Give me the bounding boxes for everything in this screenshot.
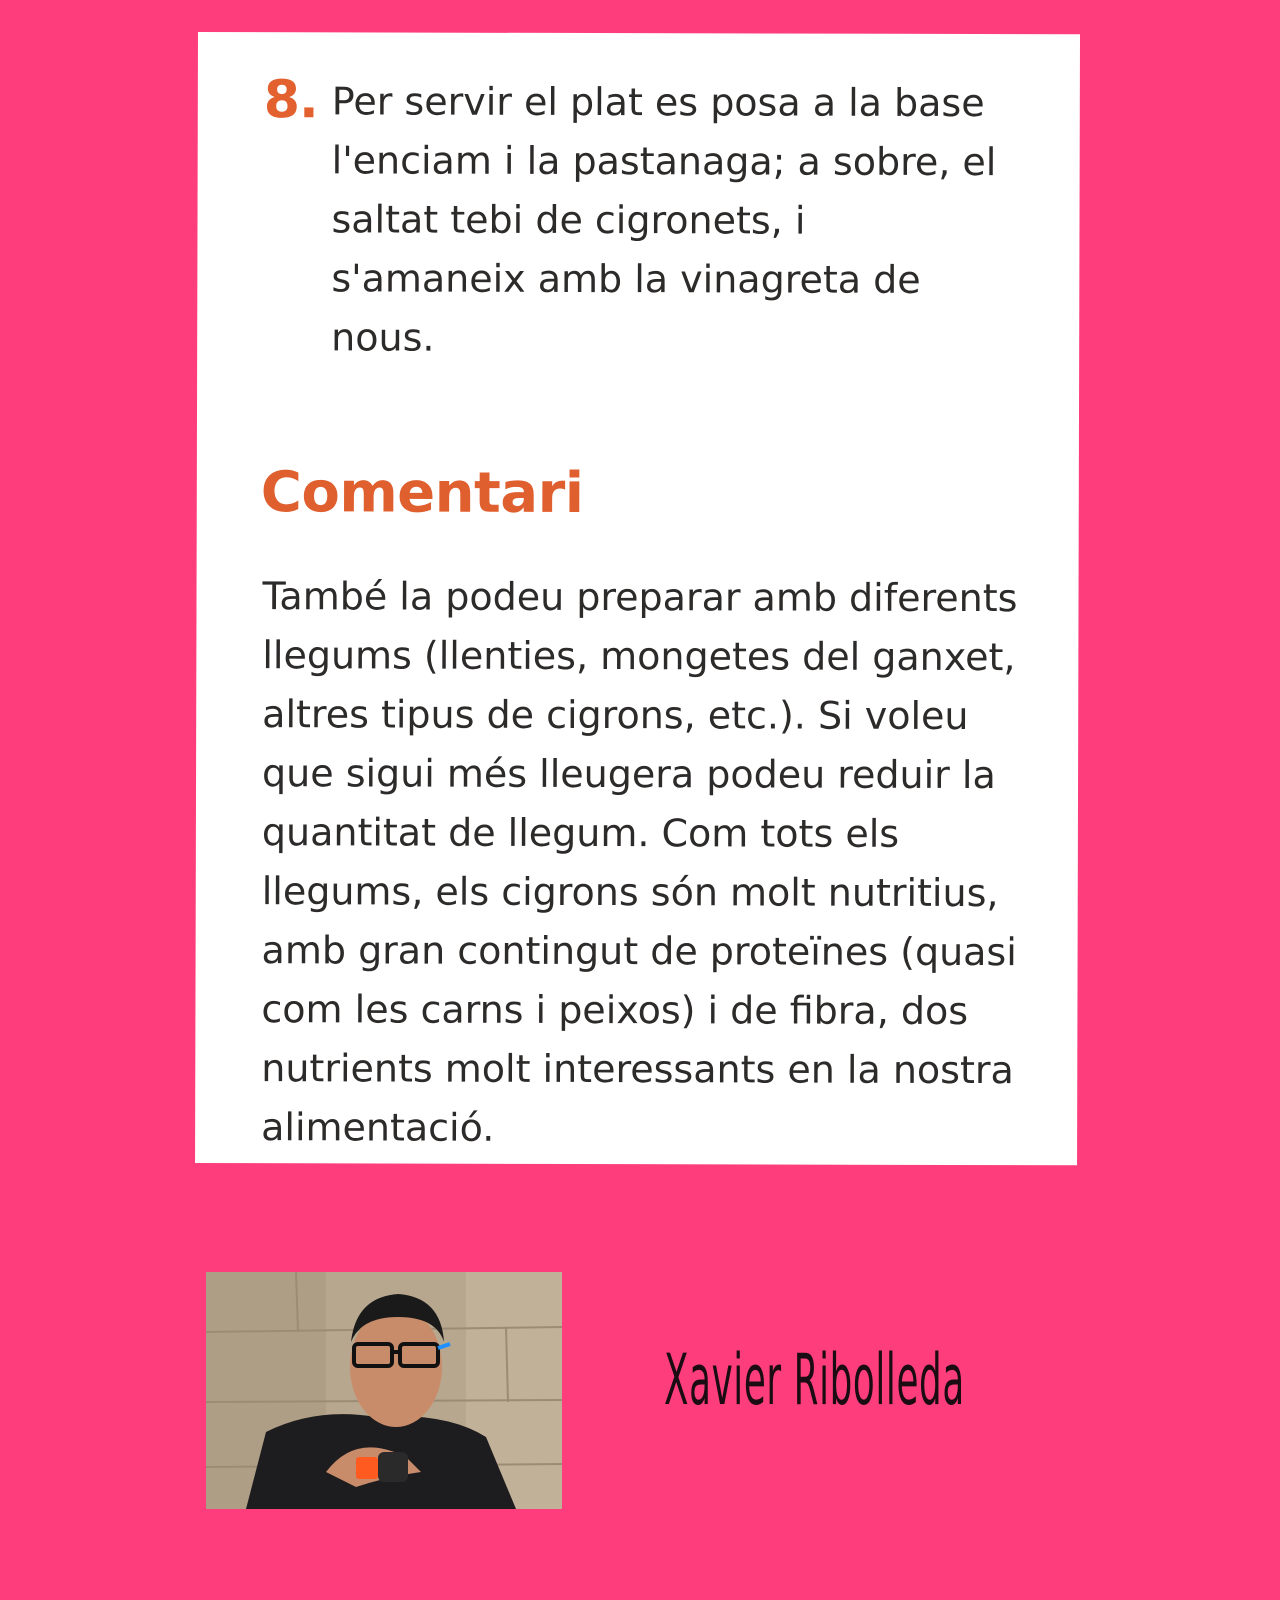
comment-title: Comentari — [260, 460, 584, 527]
recipe-card — [195, 32, 1080, 1165]
author-photo — [206, 1272, 562, 1509]
author-portrait-image — [206, 1272, 562, 1509]
author-name: Xavier Ribolleda — [664, 1340, 965, 1422]
step-number: 8. — [263, 70, 318, 131]
comment-text: També la podeu preparar amb diferents llegums (llenties, mongetes del ganxet, altres tipus de cigrons, etc.). Si voleu que sigui més lleugera podeu reduir la quantitat de llegum. Com tots els llegums, els cigrons són molt nutritius, amb gran contingut de proteïnes (quasi com les carns i peixos) i de fibra, dos nutrients molt interessants en la nostra alimentació. — [261, 574, 1018, 1150]
recipe-step — [263, 72, 1044, 369]
step-text: Per servir el plat es posa a la base l'enciam i la pastanaga; a sobre, el saltat tebi de cigronets, i s'amaneix amb la vinagreta de nous. — [331, 79, 997, 360]
